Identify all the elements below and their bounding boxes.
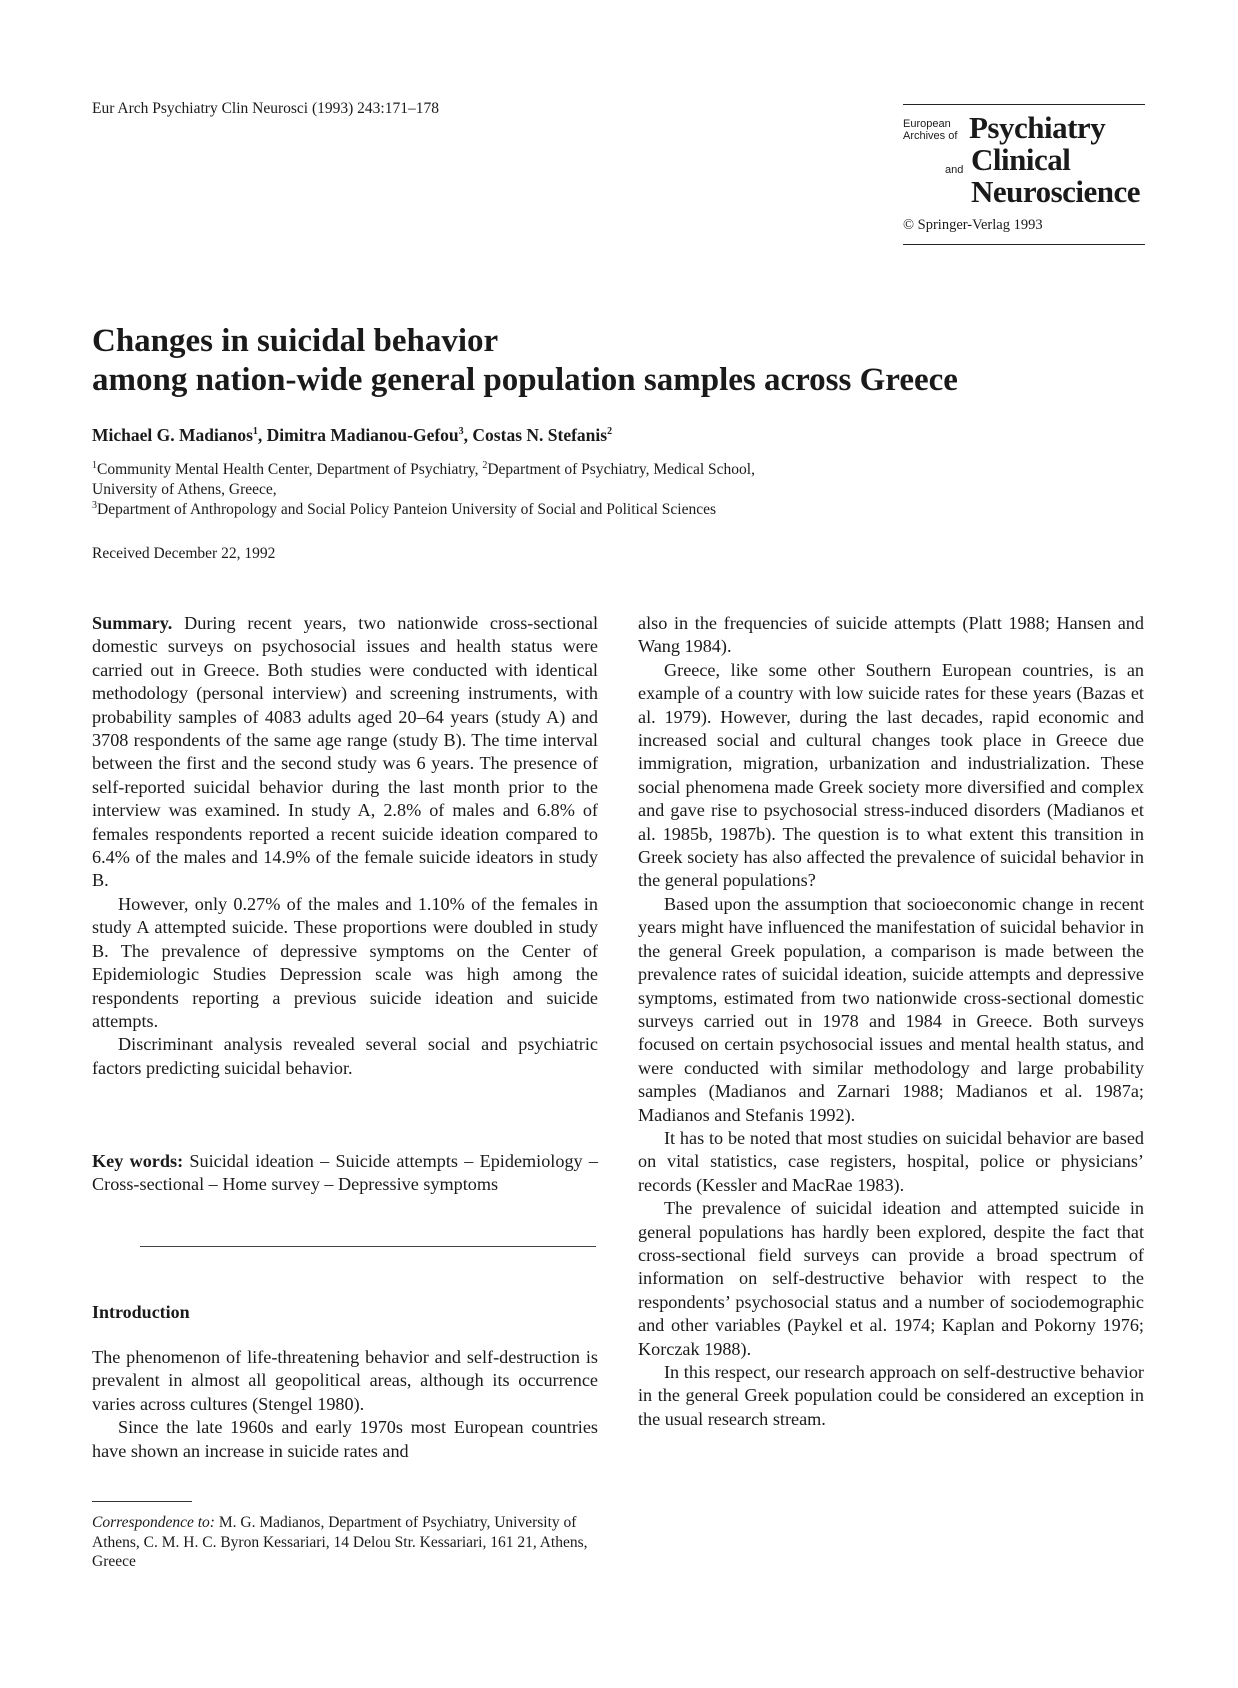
introduction-paragraph: Since the late 1960s and early 1970s most European countries have shown an increase in suicide rates and bbox=[92, 1417, 598, 1461]
introduction-heading: Introduction bbox=[92, 1302, 190, 1322]
keywords-label: Key words: bbox=[92, 1151, 184, 1171]
section-divider bbox=[140, 1246, 596, 1247]
affiliation-mark: 3 bbox=[92, 499, 97, 511]
affiliations bbox=[92, 460, 992, 520]
logo-psychiatry: Psychiatry bbox=[969, 110, 1106, 145]
logo-archives-of: Archives of bbox=[903, 130, 958, 142]
summary-text: During recent years, two nationwide cross-sectional domestic surveys on psychosocial issues and health status were carried out in Greece. Both studies were conducted with identical methodology (personal interview) and screening instruments, with probability samples of 4083 adults aged 20–64 years (study A) and 3708 respondents of the same age range (study B). The time interval between the first and the second study was 6 years. The presence of self-reported suicidal behavior during the last month prior to the interview was examined. In study A, 2.8% of males and 6.8% of females respondents reported a recent suicide ideation compared to 6.4% of the males and 14.9% of the female suicide ideators in study B. bbox=[92, 613, 599, 891]
logo-neuroscience: Neuroscience bbox=[971, 174, 1141, 209]
logo-copyright: © Springer-Verlag 1993 bbox=[903, 217, 1043, 233]
affiliation-text: Department of Psychiatry, Medical School, bbox=[487, 461, 755, 478]
keywords-text: Suicidal ideation – Suicide attempts – Epidemiology – Cross-sectional – Home survey – Depressive symptoms bbox=[92, 1151, 599, 1195]
logo-top-rule bbox=[903, 104, 1145, 105]
author-list bbox=[92, 425, 612, 446]
correspondence-footnote bbox=[92, 1513, 598, 1572]
body-paragraph: also in the frequencies of suicide attempts (Platt 1988; Hansen and Wang 1984). bbox=[638, 613, 1144, 657]
author-affiliation-mark: 1 bbox=[252, 426, 258, 438]
author-name: Michael G. Madianos bbox=[92, 425, 253, 445]
footnote-rule bbox=[92, 1501, 192, 1502]
title-line-2: among nation-wide general population samples across Greece bbox=[92, 362, 958, 398]
received-date: Received December 22, 1992 bbox=[92, 545, 276, 562]
summary-paragraph: However, only 0.27% of the males and 1.10% of the females in study A attempted suicide. These proportions were doubled in study B. The prevalence of depressive symptoms on the Center of Epidemiologic Studies Depression scale was high among the respondents reporting a previous suicide ideation and suicide attempts. bbox=[92, 893, 598, 1031]
author-separator: , bbox=[257, 425, 267, 445]
title-line-1: Changes in suicidal behavior bbox=[92, 323, 499, 359]
summary-label: Summary. bbox=[92, 613, 173, 633]
logo-bottom-rule bbox=[903, 244, 1145, 245]
body-paragraph: Based upon the assumption that socioeconomic change in recent years might have influenced the manifestation of suicidal behavior in the general Greek population, a comparison is made between the prevalence rates of suicidal ideation, suicide attempts and depressive symptoms, estimated from two nationwide cross-sectional domestic surveys carried out in 1978 and 1984 in Greece. Both surveys focused on certain psychosocial issues and mental health status, and were conducted with similar methodology and large probability samples (Madianos and Zarnari 1988; Madianos et al. 1987a; Madianos and Stefanis 1992). bbox=[638, 893, 1144, 1125]
correspondence-text: M. G. Madianos, Department of Psychiatry, University of Athens, C. M. H. C. Byron Kessariari, 14 Delou Str. Kessariari, 161 21, Athens, Greece bbox=[92, 1514, 588, 1570]
journal-logo bbox=[903, 104, 1145, 249]
journal-citation: Eur Arch Psychiatry Clin Neurosci (1993) 243:171–178 bbox=[92, 100, 439, 117]
author-separator: , bbox=[463, 425, 473, 445]
logo-clinical: Clinical bbox=[971, 142, 1071, 177]
logo-european: European bbox=[903, 118, 951, 130]
summary-section bbox=[92, 612, 598, 1080]
body-paragraph: Greece, like some other Southern European countries, is an example of a country with low suicide rates for these years (Bazas et al. 1979). However, during the last decades, rapid economic and increased social and cultural changes took place in Greece due immigration, migration, urbanization and industrialization. These social phenomena made Greek society more diversified and complex and gave rise to psychosocial stress-induced disorders (Madianos et al. 1985b, 1987b). The question is to what extent this transition in Greek society has also affected the prevalence of suicidal behavior in the general populations? bbox=[638, 659, 1144, 891]
affiliation-line: University of Athens, Greece, bbox=[92, 481, 277, 498]
introduction-paragraph: The phenomenon of life-threatening behavior and self-destruction is prevalent in almost all geopolitical areas, although its occurrence varies across cultures (Stengel 1980). bbox=[92, 1347, 598, 1414]
author-name: Costas N. Stefanis bbox=[472, 425, 608, 445]
keywords-paragraph bbox=[92, 1150, 598, 1197]
author-affiliation-mark: 2 bbox=[607, 426, 613, 438]
author-name: Dimitra Madianou-Gefou bbox=[266, 425, 459, 445]
body-paragraph: The prevalence of suicidal ideation and attempted suicide in general populations has hardly been explored, despite the fact that cross-sectional field surveys can provide a broad spectrum of information on self-destructive behavior with respect to the respondents’ psychosocial status and a number of sociodemographic and other variables (Paykel et al. 1974; Kaplan and Pokorny 1976; Korczak 1988). bbox=[638, 1198, 1144, 1359]
keywords-section bbox=[92, 1150, 598, 1197]
body-paragraph: It has to be noted that most studies on suicidal behavior are based on vital statistics, case registers, hospital, police or physicians’ records (Kessler and MacRae 1983). bbox=[638, 1127, 1144, 1195]
right-column bbox=[638, 612, 1144, 1431]
affiliation-text: Community Mental Health Center, Department of Psychiatry, bbox=[97, 461, 483, 478]
summary-paragraph: Discriminant analysis revealed several social and psychiatric factors predicting suicidal behavior. bbox=[92, 1034, 598, 1078]
logo-and: and bbox=[945, 164, 964, 176]
affiliation-mark: 2 bbox=[482, 459, 488, 471]
affiliation-line bbox=[92, 460, 992, 480]
affiliation-mark: 1 bbox=[92, 459, 97, 471]
author-affiliation-mark: 3 bbox=[458, 426, 464, 438]
correspondence-label: Correspondence to: bbox=[92, 1514, 215, 1531]
summary-paragraph bbox=[92, 612, 598, 893]
affiliation-text: Department of Anthropology and Social Policy Panteion University of Social and Political Sciences bbox=[97, 501, 717, 518]
article-title bbox=[92, 322, 958, 400]
introduction-section bbox=[92, 1346, 598, 1463]
body-paragraph: In this respect, our research approach on self-destructive behavior in the general Greek population could be considered an exception in the usual research stream. bbox=[638, 1362, 1144, 1429]
affiliation-line bbox=[92, 500, 992, 520]
